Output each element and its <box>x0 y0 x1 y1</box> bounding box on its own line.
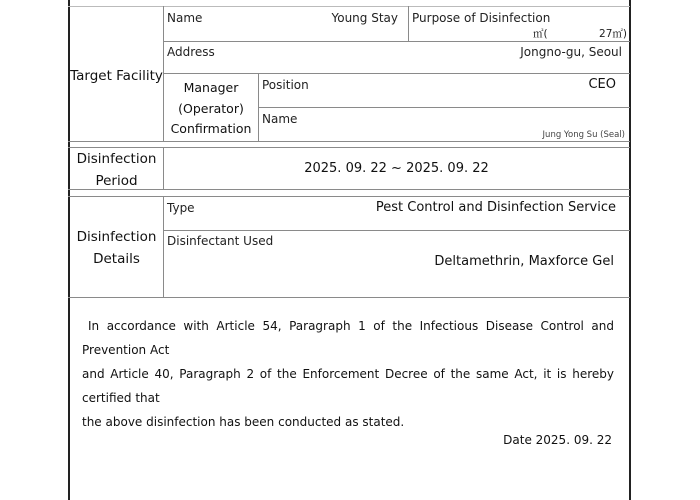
manager-label-line3: Confirmation <box>170 121 252 136</box>
col-divider <box>408 6 409 41</box>
certification-line2: and Article 40, Paragraph 2 of the Enforcement Decree of the same Act, it is hereby certified that <box>82 367 614 405</box>
outer-border-right <box>629 0 631 500</box>
certification-line3: the above disinfection has been conducted as stated. <box>82 415 405 429</box>
col-divider <box>258 73 259 141</box>
type-value: Pest Control and Disinfection Service <box>375 200 616 215</box>
certification-line1: In accordance with Article 54, Paragraph 1 of the Infectious Disease Control and Prevention Act <box>82 319 614 357</box>
period-label-line2: Period <box>95 173 138 189</box>
details-label-line2: Details <box>93 251 140 267</box>
section-divider <box>68 141 630 142</box>
col-divider <box>163 196 164 297</box>
purpose-unit-open: ㎡( <box>533 28 548 40</box>
row-divider <box>163 41 630 42</box>
position-label: Position <box>262 78 309 92</box>
table-top-line <box>68 6 630 7</box>
section-divider <box>68 297 630 298</box>
row-divider <box>163 73 630 74</box>
row-divider <box>163 230 630 231</box>
manager-confirmation-label <box>164 78 258 140</box>
section-divider <box>68 196 630 197</box>
certification-statement <box>82 314 614 434</box>
disinfectant-value: Deltamethrin, Maxforce Gel <box>434 254 614 269</box>
position-value: CEO <box>588 77 616 92</box>
manager-name-seal: Jung Yong Su (Seal) <box>542 130 625 140</box>
disinfection-details-label <box>70 226 163 270</box>
target-facility-label: Target Facility <box>70 68 163 84</box>
address-value: Jongno-gu, Seoul <box>520 45 622 59</box>
type-label: Type <box>167 201 195 215</box>
manager-label-line1: Manager <box>183 80 239 95</box>
purpose-area-value: 27㎡) <box>599 28 627 40</box>
row-divider <box>258 107 630 108</box>
manager-name-label: Name <box>262 112 298 126</box>
purpose-label: Purpose of Disinfection <box>412 11 551 25</box>
period-label-line1: Disinfection <box>76 151 157 167</box>
details-label-line1: Disinfection <box>76 229 157 245</box>
name-label: Name <box>167 11 203 25</box>
facility-name-value: Young Stay <box>331 11 398 25</box>
disinfectant-label: Disinfectant Used <box>167 234 274 248</box>
disinfection-period-value: 2025. 09. 22 ~ 2025. 09. 22 <box>304 161 489 176</box>
manager-label-line2: (Operator) <box>178 100 244 116</box>
address-label: Address <box>167 45 215 59</box>
certification-date: Date 2025. 09. 22 <box>503 433 612 447</box>
disinfection-period-label <box>70 148 163 192</box>
